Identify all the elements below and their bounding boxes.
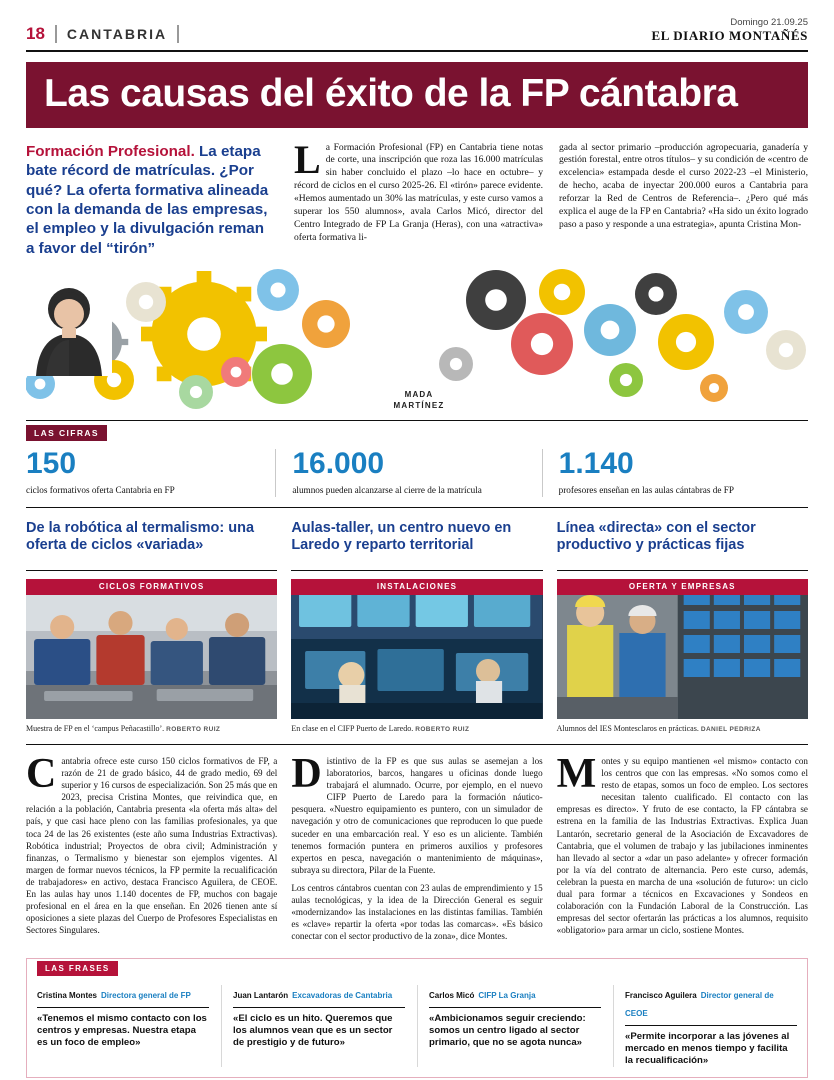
quotes-box — [26, 958, 808, 1078]
quote-role: Directora general de FP — [101, 991, 191, 1001]
lede-text: La etapa bate récord de matrículas. ¿Por qué? La oferta formativa alineada con la demanda de las empresas, el empleo y la divulgación reman a favor del “tirón” — [26, 142, 269, 257]
gears-illustration — [26, 264, 808, 416]
figures-section — [26, 420, 808, 508]
person-photo — [26, 264, 112, 376]
panel-ciclos-formativos — [26, 520, 277, 734]
quote-text: «Tenemos el mismo contacto con los centros y empresas. Nuestra etapa es un foco de empleo» — [37, 1013, 207, 1049]
intro-dropcap: L — [294, 136, 321, 182]
figure-value: 150 — [26, 447, 77, 481]
intro-section — [26, 136, 808, 259]
photo-caption — [26, 724, 277, 734]
caption-text: En clase en el CIFP Puerto de Laredo. — [291, 723, 414, 733]
quote-separator — [233, 1007, 405, 1008]
intro-column-1-text: a Formación Profesional (FP) en Cantabria tiene notas de corte, una inscripción que roza las 16.000 matrículas sin haber concluido el plazo –lo hace en octubre– y récord de ciclos en el curso 2025-26. El «tirón» parece evidente. «Hemos aumentado un 30% las matrículas, y este curso vamos a superar los 550 alumnos», avala Carlos Micó, director del Centro Integrado de FP La Granja (Heras), con una «atractiva» oferta formativa li- — [294, 141, 543, 243]
panels-section — [26, 520, 808, 734]
photo-tag: INSTALACIONES — [291, 579, 542, 595]
body-column-2 — [291, 750, 543, 948]
photo-scene — [557, 579, 808, 719]
quote-author: Juan Lantarón — [233, 991, 289, 1001]
page-number: 18 — [26, 23, 45, 43]
quote-role: Excavadoras de Cantabria — [292, 991, 393, 1001]
quote-separator — [625, 1025, 797, 1026]
person-name-line2: MARTÍNEZ — [393, 401, 445, 411]
quote-role: CIFP La Granja — [478, 991, 536, 1001]
masthead-right — [652, 18, 808, 44]
quote-separator — [429, 1007, 601, 1008]
photo-oferta-empresas — [557, 579, 808, 719]
body-dropcap: D — [291, 750, 322, 797]
photo-credit: ROBERTO RUIZ — [415, 725, 470, 733]
panel-rule — [557, 570, 808, 571]
quotes-tag: LAS FRASES — [37, 961, 118, 976]
masthead — [26, 0, 808, 52]
quote-item — [613, 985, 797, 1067]
figure-value: 1.140 — [558, 447, 634, 481]
quote-author: Carlos Micó — [429, 991, 475, 1001]
quote-item — [221, 985, 405, 1067]
panel-instalaciones — [291, 520, 542, 734]
quote-text: «Ambicionamos seguir creciendo: somos un centro ligado al sector primario, que no se agota nunca» — [429, 1013, 586, 1049]
quote-role: Director general de CEOE — [625, 991, 774, 1019]
person-caption — [364, 390, 474, 412]
figure-label: ciclos formativos oferta Cantabria en FP — [26, 485, 175, 496]
figures-top-rule — [26, 420, 808, 421]
figure-label: alumnos pueden alcanzarse al cierre de la matrícula — [292, 485, 482, 496]
body-column-2-text-2: Los centros cántabros cuentan con 23 aulas de emprendimiento y 15 aulas tecnológicas, y la idea de la Dirección General es seguir «modernizando» las instalaciones en las distintas familias. También es «clave» repartir la oferta «por todas las comarcas». «Es básico conectar con el sector productivo de la zona», dice Montes. — [291, 882, 543, 942]
figures-tag: LAS CIFRAS — [26, 425, 107, 441]
masthead-divider-left — [55, 25, 57, 43]
panel-rule — [26, 570, 277, 571]
caption-text: Alumnos del IES Montesclaros en prácticas. — [556, 723, 699, 733]
quote-text: «El ciclo es un hito. Queremos que los alumnos vean que es un sector de prestigio y de futuro» — [233, 1013, 393, 1049]
quote-text: «Permite incorporar a las jóvenes al mercado en menos tiempo y facilita la recualificación» — [625, 1031, 790, 1067]
quote-item — [37, 985, 209, 1067]
figure-value: 16.000 — [292, 447, 385, 481]
body-column-1-text: antabria ofrece este curso 150 ciclos formativos de FP, a razón de 21 de grado básico, 44 de grado medio, 69 del superior y 16 cursos de especialización. Son 25 más que en 2023, precisa Cristina Montes, que reivindica que, en relación a la población, Cantabria presenta «la oferta más alta» del país, y que casi hace pleno con las familias profesionales, ya que toca 24 de las 26 existentes (este año suma Industrias Extractivas). Robótica industrial; Proyectos de obra civil; Administración y finanzas, o Termalismo y bienestar son ejemplos vigentes. Al margen de formar nuevos técnicos, la FP permite la recualificación de trabajadores» en activo, destaca Francisco Aguilera, de CEOE. En las aulas hay unos 1.140 docentes de FP, muchos con bagaje profesional en el área en la que enseñan. En 2026 tienen ante sí oposiciones a siete plazas del Cuerpo de Profesores Especialistas en Sectores Singulares. — [26, 755, 278, 936]
panel-title: Línea «directa» con el sector productivo y prácticas fijas — [556, 519, 756, 553]
masthead-divider-right — [177, 25, 179, 43]
photo-scene — [26, 579, 277, 719]
lede-paragraph — [26, 142, 276, 259]
body-column-3-text: ontes y su equipo mantienen «el mismo» contacto con los centros que con las empresas. «No somos como el resto de etapas, somos un foco de empleo. Los sectores necesitan talento cualificado. El contacto con las empresas es directo». Y fruto de ese contacto, la FP cántabra se estrena en la familia de las Industrias Extractivas. Explica Juan Lantarón, secretario general de la Asociación de Excavadores de Cantabria, que el volumen de trabajo y las jubilaciones inminentes han llevado al sector a «dar un paso adelante» y ofrecer formación por la vía del contrato de alternancia. Pero este curso, además, celebran la puesta en marcha de una «solución de futuro»: un ciclo dual para formar a técnicos en Excavaciones y Sondeos en colaboración con la Fundación Laboral de la Construcción. Las empresas del sector ofertarán las prácticas a los alumnos, requisito «obligatorio» para armar un ciclo, sostiene Montes. — [556, 755, 808, 936]
photo-caption — [557, 724, 808, 734]
quote-author: Francisco Aguilera — [625, 991, 697, 1001]
figure-label: profesores enseñan en las aulas cántabras de FP — [558, 485, 734, 496]
article-body — [26, 744, 808, 948]
photo-tag: OFERTA Y EMPRESAS — [557, 579, 808, 595]
body-dropcap: M — [556, 750, 597, 797]
panel-title: De la robótica al termalismo: una oferta de ciclos «variada» — [26, 519, 255, 553]
quote-item — [417, 985, 601, 1067]
lede-kicker: Formación Profesional. — [26, 142, 195, 160]
figures-list — [26, 449, 808, 497]
panel-title: Aulas-taller, un centro nuevo en Laredo y reparto territorial — [291, 519, 512, 553]
intro-column-2 — [559, 142, 808, 259]
body-column-2-text-1: istintivo de la FP es que sus aulas se asemejan a los laboratorios, barcos, hangares u oficinas donde luego trabajará el alumnado. Ocurre, por ejemplo, en el nuevo CIFP Puerto de Laredo para la formación náutico-pesquera. «Nuestro equipamiento es puntero, con un simulador de navegación y otro de comunicaciones que reproducen lo que puede suceder en una embarcación real. Y eso es un aliciente. También tenemos formación puntera en primeros auxilios y profesores expertos en pesca, navegación o mantenimiento de máquinas», subraya su directora, Pilar de la Fuente. — [291, 755, 543, 875]
body-column-1 — [26, 750, 278, 948]
quotes-list — [37, 985, 797, 1067]
page-title: Las causas del éxito de la FP cántabra — [44, 71, 738, 115]
figure-item — [542, 449, 808, 497]
quote-separator — [37, 1007, 209, 1008]
publication-brand: EL DIARIO MONTAÑÉS — [651, 27, 808, 43]
headline-band — [26, 62, 808, 128]
intro-columns — [294, 136, 808, 259]
body-column-3 — [556, 750, 808, 948]
photo-scene — [291, 579, 542, 719]
photo-instalaciones — [291, 579, 542, 719]
intro-column-2-text: gada al sector primario –producción agropecuaria, ganadería y gestión forestal, entre otros títulos– y su condición de «centro de excelencia» estampada desde el curso 2022-23 –el Ministerio, de hecho, acaba de inyectar 200.000 euros a Cantabria para reforzar la Red de Centros de Referencia–. ¿Pero qué más explica el auge de la FP en Cantabria? «Ha sido un éxito logrado paso a paso y responde a una estrategia», apunta Cristina Mon- — [559, 141, 808, 230]
panel-oferta-empresas — [557, 520, 808, 734]
photo-tag: CICLOS FORMATIVOS — [26, 579, 277, 595]
quote-author: Cristina Montes — [37, 991, 98, 1001]
intro-column-1 — [294, 136, 543, 259]
section-name: CANTABRIA — [66, 25, 168, 42]
body-dropcap: C — [26, 750, 57, 797]
photo-caption — [291, 724, 542, 734]
photo-ciclos-formativos — [26, 579, 277, 719]
figures-bottom-rule — [26, 507, 808, 508]
publication-date: Domingo 21.09.25 — [730, 17, 808, 28]
masthead-left — [26, 24, 179, 44]
figure-item — [275, 449, 541, 497]
photo-credit: DANIEL PEDRIZA — [700, 725, 761, 733]
caption-text: Muestra de FP en el ‘campus Peñacastillo’. — [26, 723, 165, 733]
person-name-line1: MADA — [404, 390, 434, 400]
photo-credit: ROBERTO RUIZ — [166, 725, 221, 733]
panel-rule — [291, 570, 542, 571]
figure-item — [26, 449, 275, 497]
